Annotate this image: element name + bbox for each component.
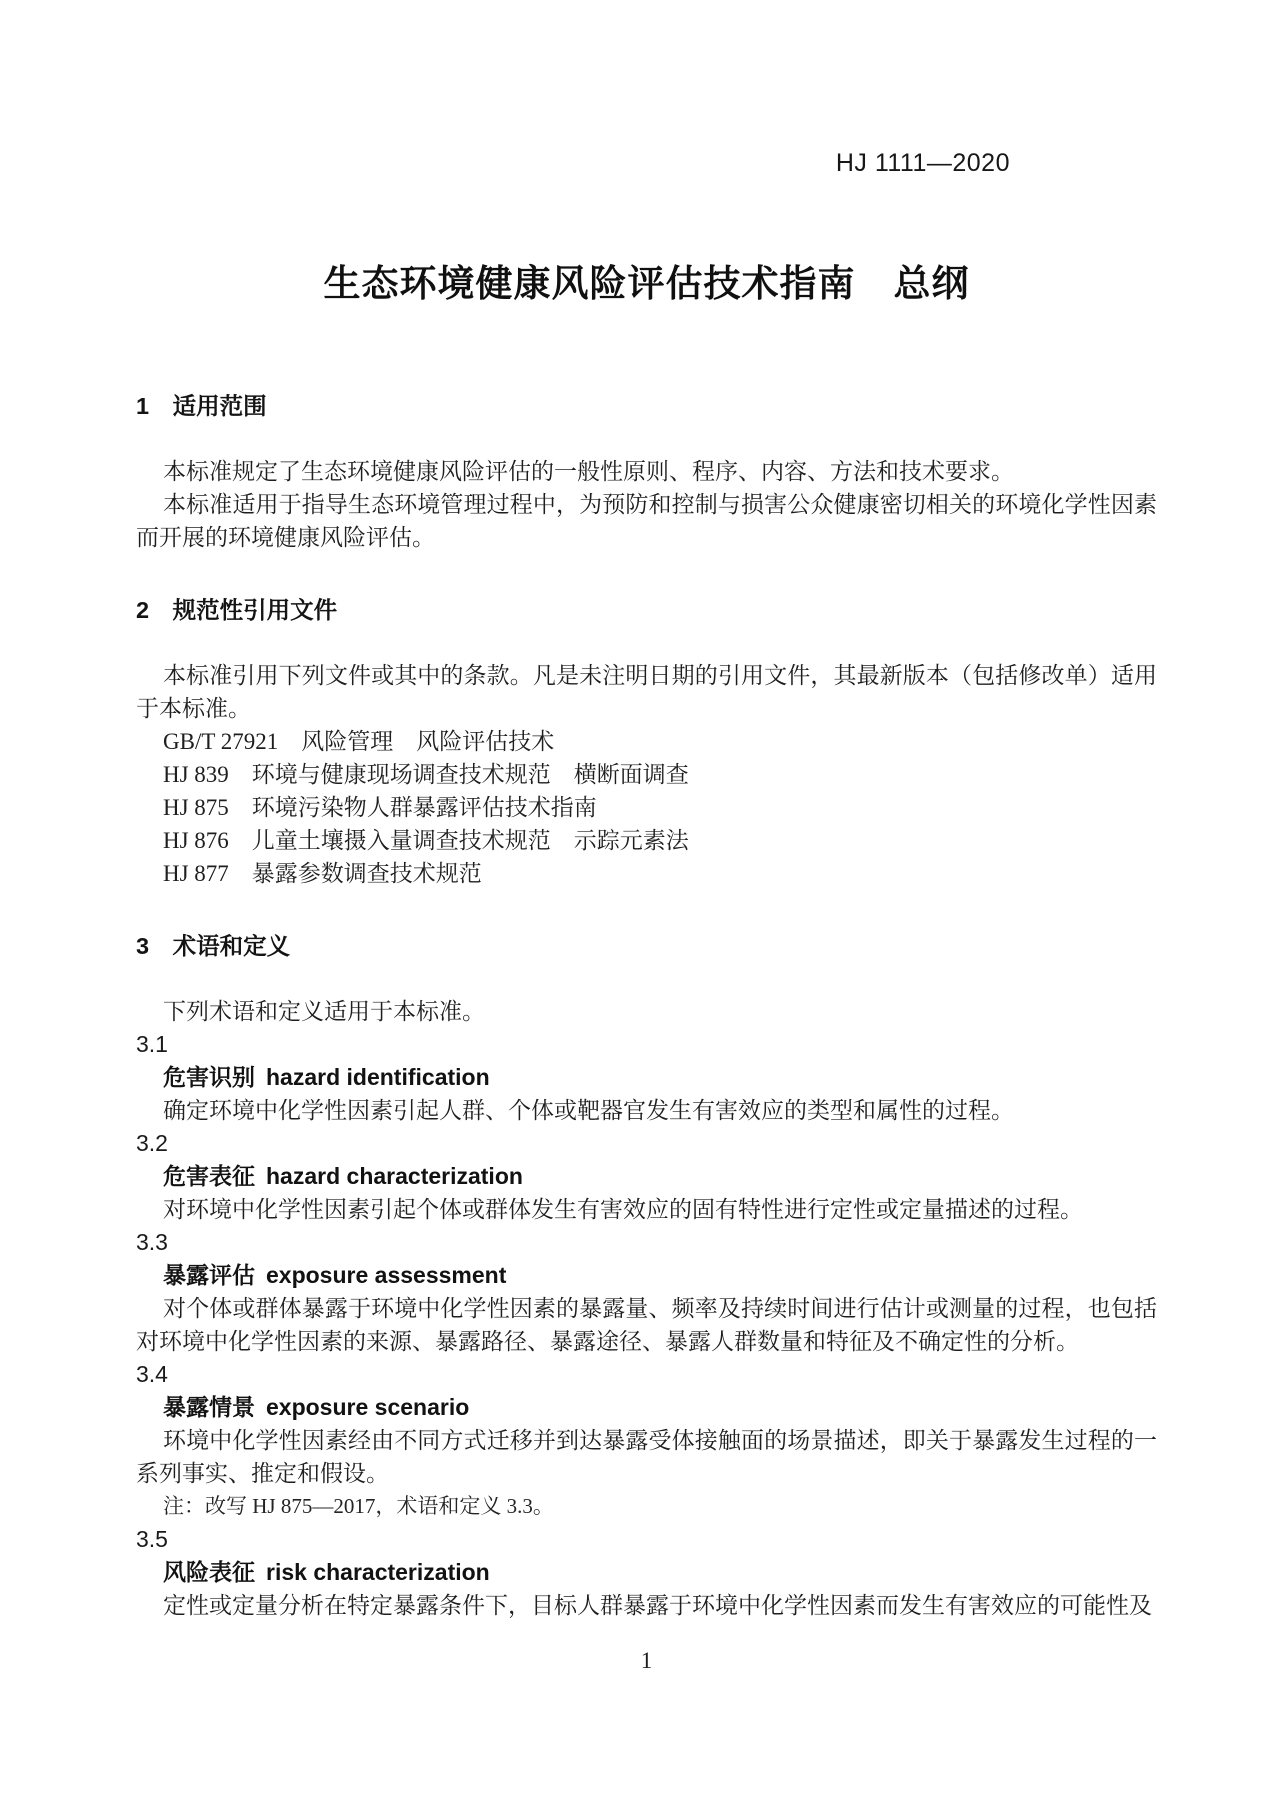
- term-name-en: exposure assessment: [266, 1262, 507, 1288]
- term-name-zh: 暴露情景: [163, 1394, 255, 1420]
- standard-number: HJ 1111—2020: [835, 149, 1010, 177]
- paragraph: 本标准引用下列文件或其中的条款。凡是未注明日期的引用文件，其最新版本（包括修改单）适用于本标准。: [136, 663, 1157, 721]
- reference-item: HJ 877 暴露参数调查技术规范: [163, 861, 482, 886]
- term-number: 3.2: [136, 1130, 168, 1156]
- term-name: [136, 1061, 1157, 1094]
- reference-item: HJ 876 儿童土壤摄入量调查技术规范 示踪元素法: [163, 828, 689, 853]
- term-name: [136, 1160, 1157, 1193]
- term-number: 3.4: [136, 1361, 168, 1387]
- page-title: 生态环境健康风险评估技术指南 总纲: [323, 263, 970, 304]
- term-item: [136, 1358, 1157, 1523]
- term-definition: 对个体或群体暴露于环境中化学性因素的暴露量、频率及持续时间进行估计或测量的过程，也包括对环境中化学性因素的来源、暴露路径、暴露途径、暴露人群数量和特征及不确定性的分析。: [136, 1296, 1157, 1354]
- section-terms: [136, 930, 1157, 1622]
- term-name-en: exposure scenario: [266, 1394, 470, 1420]
- paragraph: 本标准适用于指导生态环境管理过程中，为预防和控制与损害公众健康密切相关的环境化学性因素而开展的环境健康风险评估。: [136, 492, 1157, 550]
- term-name-zh: 暴露评估: [163, 1262, 255, 1288]
- reference-item: HJ 875 环境污染物人群暴露评估技术指南: [163, 795, 597, 820]
- term-name-en: hazard characterization: [266, 1163, 523, 1189]
- term-number: 3.1: [136, 1031, 168, 1057]
- section-terms-heading: 3 术语和定义: [136, 933, 291, 959]
- term-item: [136, 1127, 1157, 1226]
- term-definition: 定性或定量分析在特定暴露条件下，目标人群暴露于环境中化学性因素而发生有害效应的可能性及: [163, 1593, 1152, 1618]
- term-note: 注：改写 HJ 875—2017，术语和定义 3.3。: [163, 1494, 554, 1518]
- term-definition: 确定环境中化学性因素引起人群、个体或靶器官发生有害效应的类型和属性的过程。: [163, 1098, 1014, 1123]
- term-item: [136, 1226, 1157, 1358]
- term-item: [136, 1028, 1157, 1127]
- term-definition: 对环境中化学性因素引起个体或群体发生有害效应的固有特性进行定性或定量描述的过程。: [163, 1197, 1083, 1222]
- term-item: [136, 1523, 1157, 1622]
- term-name-en: hazard identification: [266, 1064, 490, 1090]
- term-definition: 环境中化学性因素经由不同方式迁移并到达暴露受体接触面的场景描述，即关于暴露发生过程的一系列事实、推定和假设。: [136, 1428, 1157, 1486]
- section-normative-references: [136, 594, 1157, 890]
- term-name-zh: 危害识别: [163, 1064, 255, 1090]
- section-references-heading: 2 规范性引用文件: [136, 597, 338, 623]
- term-name: [136, 1391, 1157, 1424]
- term-name-zh: 危害表征: [163, 1163, 255, 1189]
- term-number: 3.3: [136, 1229, 168, 1255]
- page-number: 1: [640, 1648, 653, 1673]
- reference-item: HJ 839 环境与健康现场调查技术规范 横断面调查: [163, 762, 689, 787]
- term-name-en: risk characterization: [266, 1559, 490, 1585]
- section-scope-heading: 1 适用范围: [136, 393, 267, 419]
- section-scope: [136, 390, 1157, 554]
- term-name: [136, 1556, 1157, 1589]
- reference-item: GB/T 27921 风险管理 风险评估技术: [163, 729, 555, 754]
- term-name-zh: 风险表征: [163, 1559, 255, 1585]
- term-number: 3.5: [136, 1526, 168, 1552]
- term-name: [136, 1259, 1157, 1292]
- paragraph: 本标准规定了生态环境健康风险评估的一般性原则、程序、内容、方法和技术要求。: [163, 459, 1014, 484]
- paragraph: 下列术语和定义适用于本标准。: [163, 999, 485, 1024]
